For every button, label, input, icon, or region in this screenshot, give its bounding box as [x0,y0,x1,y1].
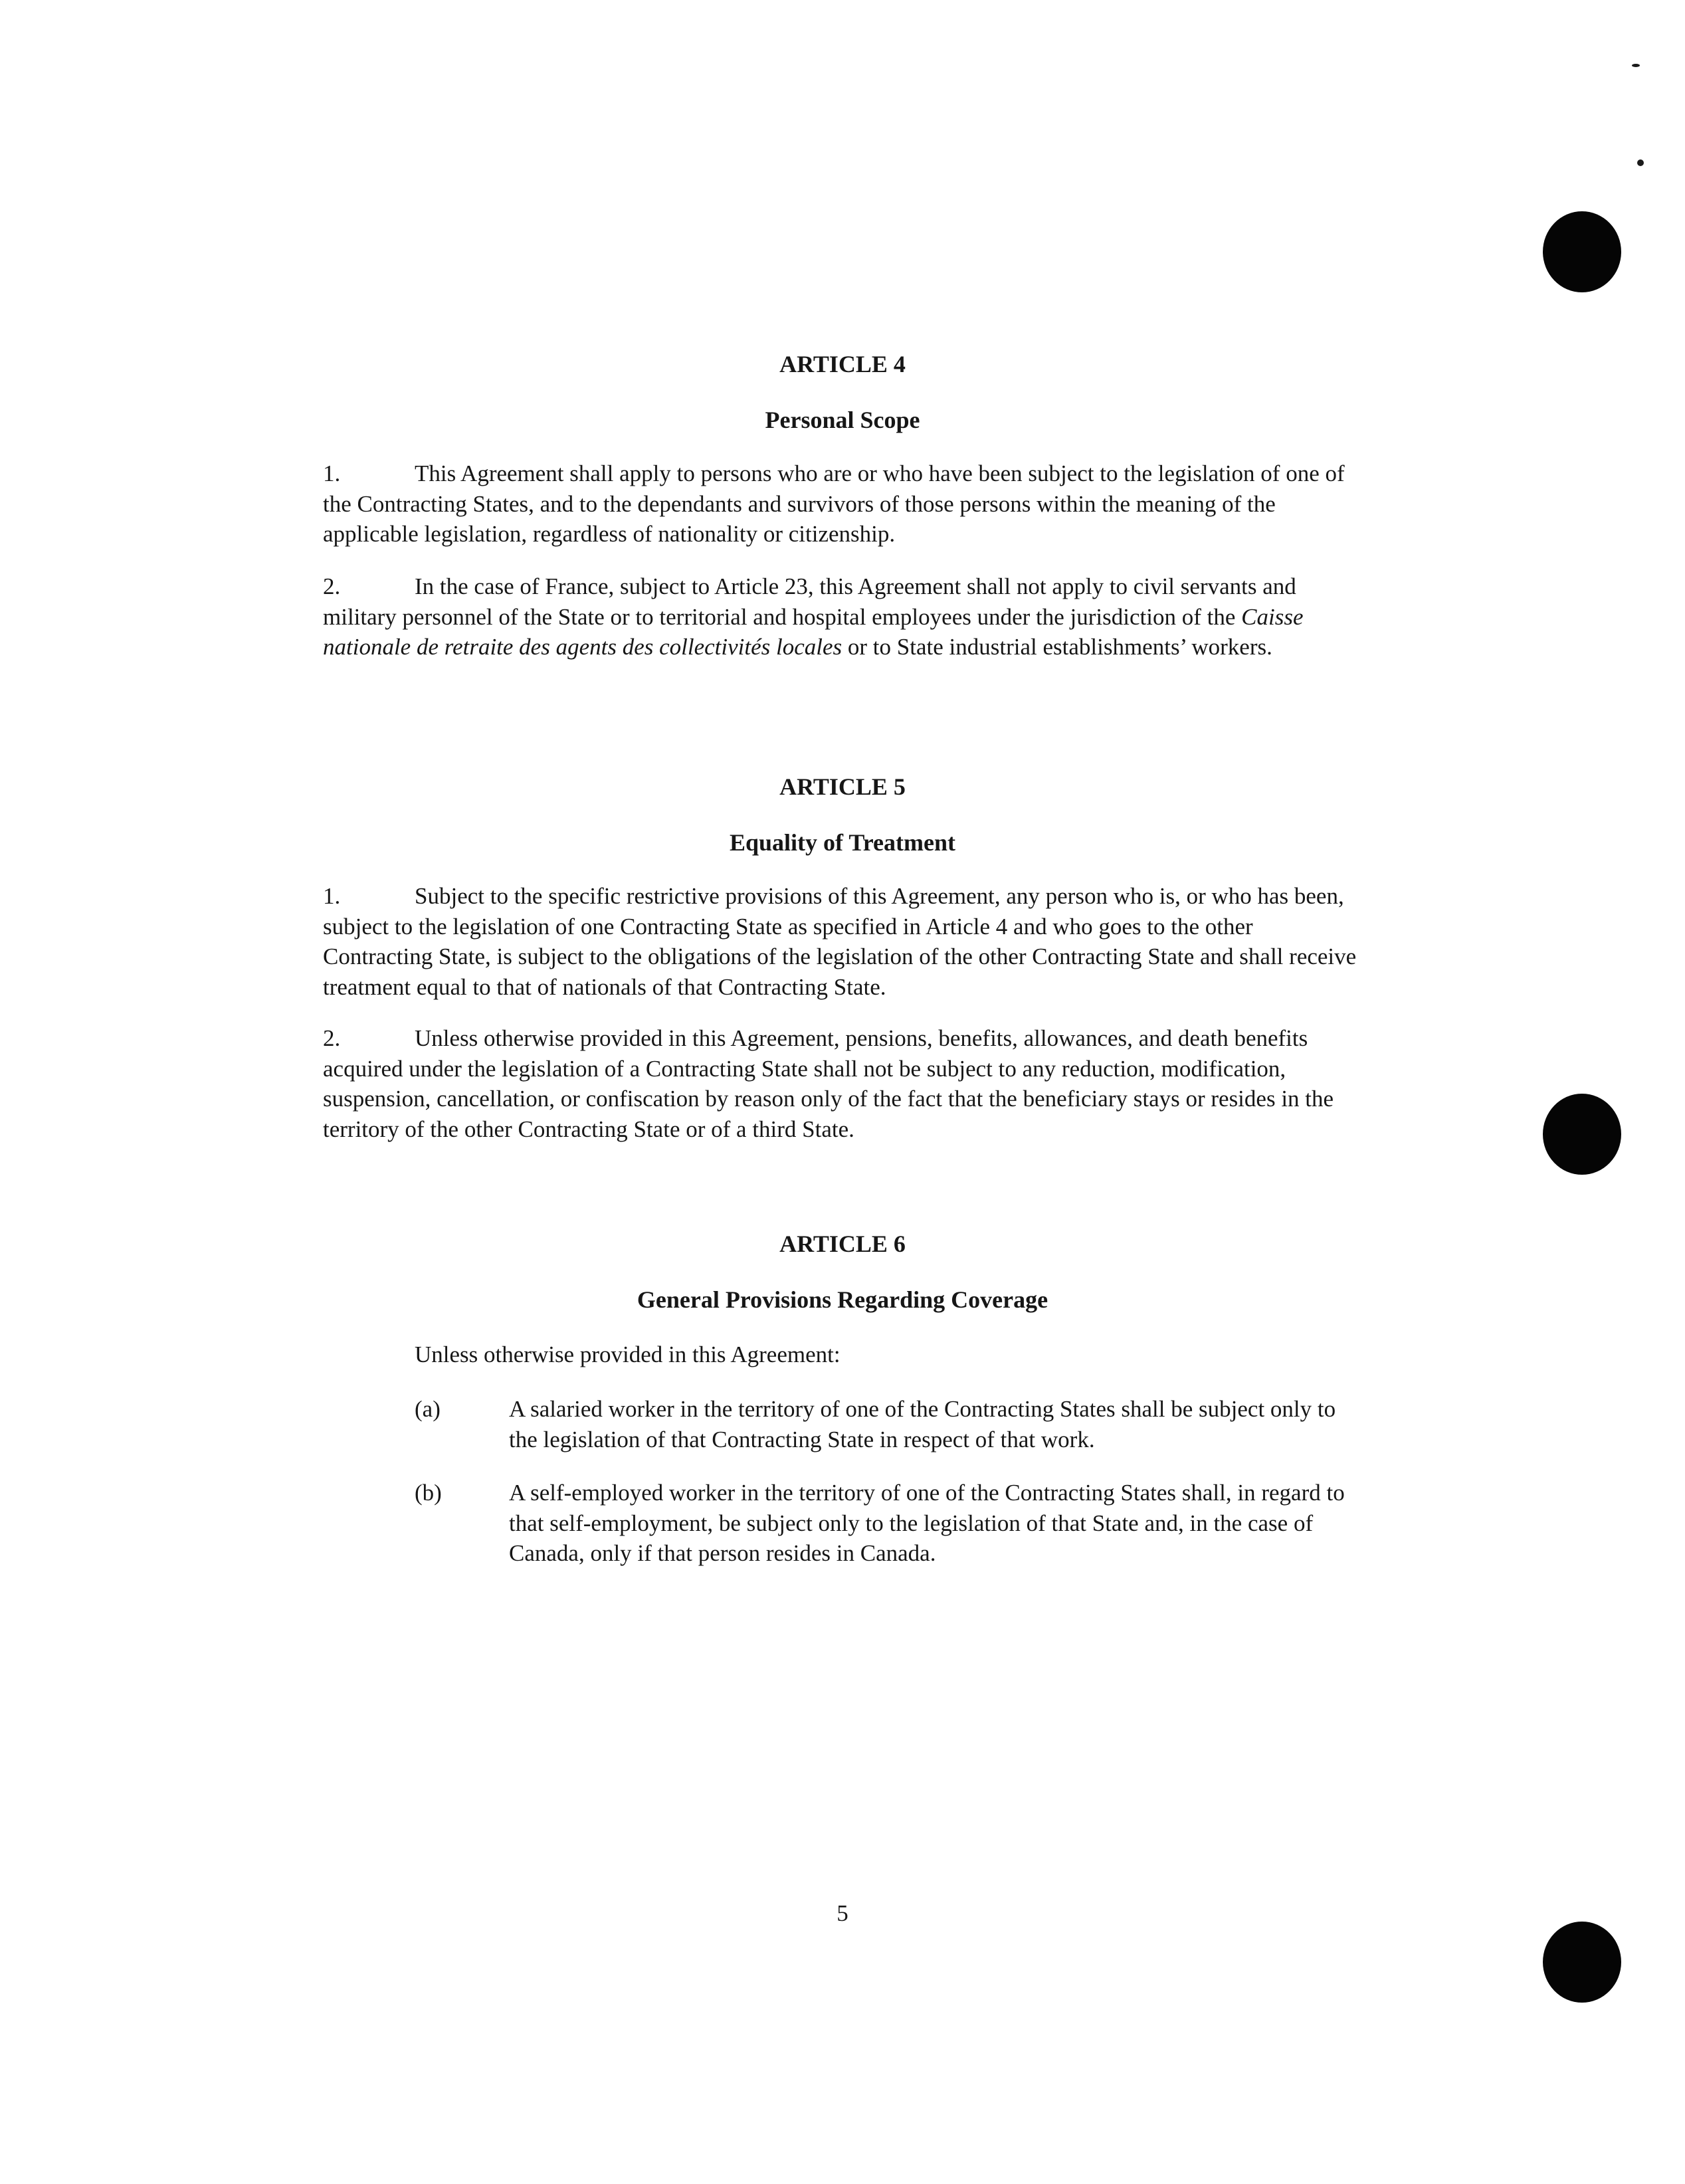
paragraph-number: 2. [323,573,341,599]
institution-name-italic: Caisse nationale de retraite des agents des collectivités locales [323,603,1304,660]
page-number: 5 [837,1900,848,1926]
punch-hole-bottom [1543,1922,1621,2003]
article-6-heading: ARTICLE 6 [779,1231,906,1257]
article-6-intro: Unless otherwise provided in this Agreement: [415,1341,841,1367]
article-6-subtitle: General Provisions Regarding Coverage [637,1286,1048,1313]
punch-hole-top [1543,211,1621,292]
paragraph-text: Unless otherwise provided in this Agreement, pensions, benefits, allowances, and death benefits acquired under the legislation of a Contracting State shall not be subject to any reduction, modification, suspension, cancellation, or confiscation by reason only of the fact that the beneficiary stays or resides in the territory of the other Contracting State or of a third State. [323,1025,1334,1142]
article-4-subtitle: Personal Scope [765,407,920,433]
item-text: A salaried worker in the territory of one of the Contracting States shall be subject only to the legislation of that Contracting State in respect of that work. [509,1396,1336,1452]
paragraph-text-start: In the case of France, subject to Article 23, this Agreement shall not apply to civil servants and military personnel of the State or to territorial and hospital employees under the jurisdiction of the [323,573,1296,630]
article-4-paragraph-1 [323,458,1359,549]
article-5-subtitle: Equality of Treatment [730,829,955,856]
paragraph-number: 1. [323,460,341,486]
item-label: (a) [415,1396,441,1422]
scan-speck [1632,64,1640,67]
article-5-heading: ARTICLE 5 [779,773,906,800]
article-4-paragraph-2 [323,571,1359,662]
item-text: A self-employed worker in the territory of one of the Contracting States shall, in regard to that self-employment, be subject only to the legislation of that State and, in the case of Canada, only if that person resides in Canada. [509,1480,1345,1566]
punch-hole-middle [1543,1094,1621,1175]
article-6-item-b [415,1478,1358,1569]
article-4-heading: ARTICLE 4 [779,351,906,377]
article-5-paragraph-2 [323,1023,1359,1144]
scan-speck [1637,159,1644,166]
article-6-item-a [415,1394,1358,1454]
article-5-paragraph-1 [323,881,1359,1002]
item-label: (b) [415,1480,442,1506]
paragraph-number: 1. [323,883,341,909]
paragraph-number: 2. [323,1025,341,1051]
paragraph-text: Subject to the specific restrictive provisions of this Agreement, any person who is, or who has been, subject to the legislation of one Contracting State as specified in Article 4 and who goes to the other Contracting State, is subject to the obligations of the legislation of the other Contracting State and shall receive treatment equal to that of nationals of that Contracting State. [323,883,1357,1000]
paragraph-text: This Agreement shall apply to persons who are or who have been subject to the legislation of one of the Contracting States, and to the dependants and survivors of those persons within the meaning of the applicable legislation, regardless of nationality or citizenship. [323,460,1345,547]
paragraph-text-end: or to State industrial establishments’ workers. [842,634,1272,660]
